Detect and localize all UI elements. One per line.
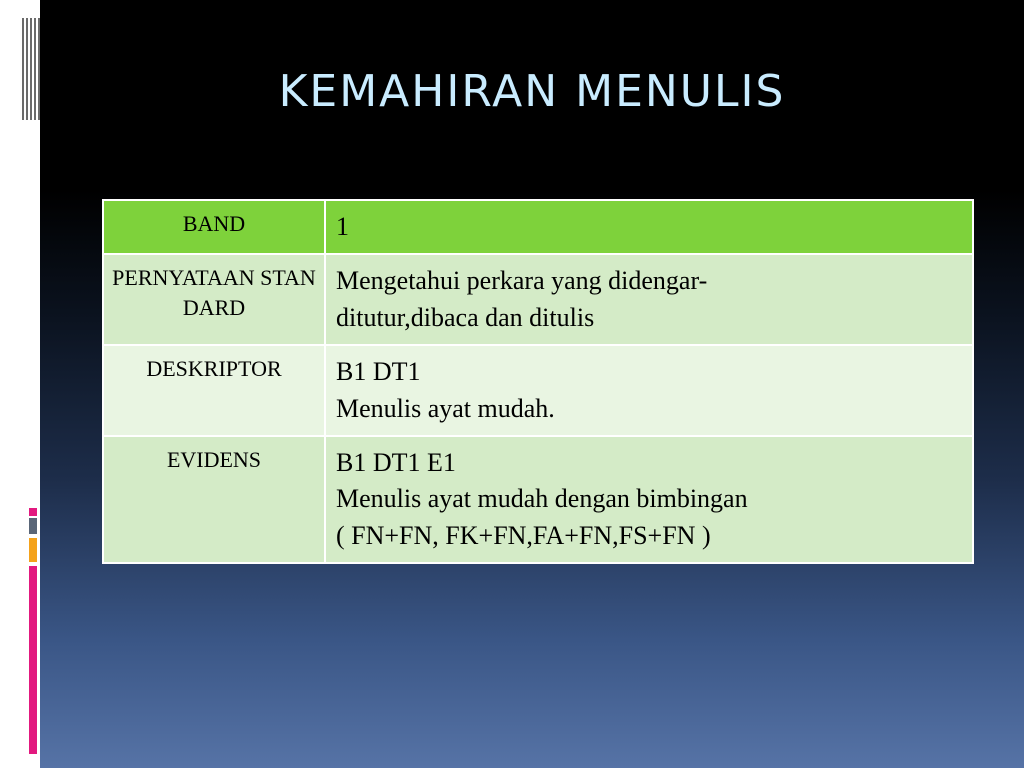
evidens-line-2: Menulis ayat mudah dengan bimbingan xyxy=(336,484,748,514)
evidens-line-1: B1 DT1 E1 xyxy=(336,447,456,477)
evidens-line-3: ( FN+FN, FK+FN,FA+FN,FS+FN ) xyxy=(336,520,711,550)
table-row-deskriptor xyxy=(103,345,973,436)
decor-accent-gray xyxy=(29,518,37,534)
table-row-band xyxy=(103,200,973,254)
band-label: BAND xyxy=(103,200,325,254)
pernyataan-value xyxy=(325,254,973,345)
decor-accent-pink-2 xyxy=(29,566,37,754)
deskriptor-label: DESKRIPTOR xyxy=(103,345,325,436)
left-decor-strip xyxy=(0,0,40,768)
decor-accent-orange xyxy=(29,538,37,562)
decor-accent-pink-1 xyxy=(29,508,37,516)
band-value: 1 xyxy=(325,200,973,254)
evidens-value xyxy=(325,436,973,563)
rubric-table xyxy=(102,199,974,564)
pernyataan-label: PERNYATAAN STANDARD xyxy=(103,254,325,345)
table-row-pernyataan xyxy=(103,254,973,345)
pernyataan-line-2: ditutur,dibaca dan ditulis xyxy=(336,302,595,332)
deskriptor-line-2: Menulis ayat mudah. xyxy=(336,393,555,423)
slide-title: KEMAHIRAN MENULIS xyxy=(278,66,786,117)
table-row-evidens xyxy=(103,436,973,563)
pernyataan-line-1: Mengetahui perkara yang didengar- xyxy=(336,266,708,296)
deskriptor-line-1: B1 DT1 xyxy=(336,357,421,387)
evidens-label: EVIDENS xyxy=(103,436,325,563)
decor-vertical-lines xyxy=(22,18,40,138)
deskriptor-value xyxy=(325,345,973,436)
